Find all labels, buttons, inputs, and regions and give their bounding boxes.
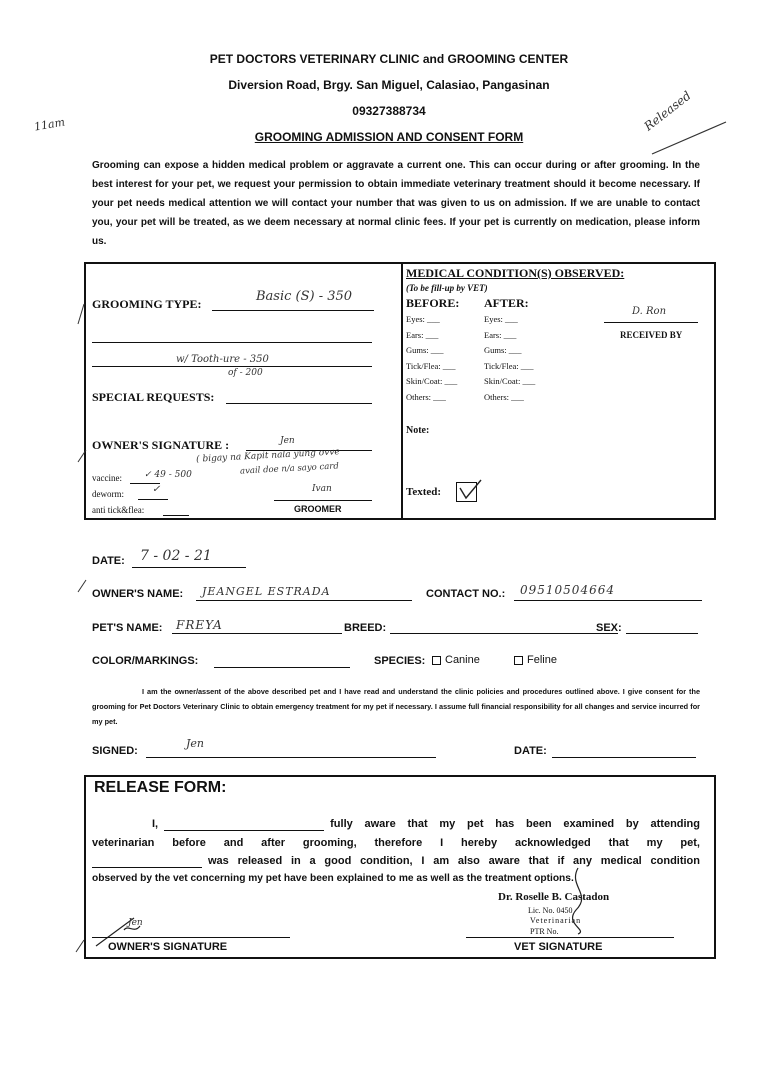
grooming-note-1: ( bigay na Kapit nala yung ovve — [195, 447, 340, 465]
pet-name-line — [172, 633, 342, 634]
date-label: DATE: — [92, 555, 125, 567]
clinic-name: PET DOCTORS VETERINARY CLINIC and GROOMING CENTER — [209, 52, 569, 66]
margin-marks — [74, 300, 104, 1000]
color-markings-label: COLOR/MARKINGS: — [92, 655, 199, 667]
before-skin-coat: Skin/Coat: ___ — [406, 376, 458, 387]
clinic-address: Diversion Road, Brgy. San Miguel, Calasiao, Pangasinan — [228, 78, 550, 92]
before-gums: Gums: ___ — [406, 345, 444, 356]
after-others: Others: ___ — [484, 391, 524, 402]
date-value[interactable]: 7 - 02 - 21 — [140, 548, 212, 564]
time-note: 11am — [33, 115, 66, 134]
species-label: SPECIES: — [374, 655, 426, 667]
date-line — [132, 567, 246, 568]
after-ears: Ears: ___ — [484, 329, 517, 340]
release-title: RELEASE FORM: — [94, 779, 227, 796]
vaccine-value: ✓ 49 - 500 — [144, 470, 192, 480]
owner-name-label: OWNER'S NAME: — [92, 588, 184, 600]
consent-date-label: DATE: — [514, 745, 547, 757]
intro-paragraph: Grooming can expose a hidden medical problem or aggravate a current one. This can occur during or after grooming. In the best interest for your pet, we request your permission to obtain immediate veterinary treatment should it become necessary. If your pet needs medical attention we will contact your number that was given to us on admission. If we are unable to contact you, your pet will be treated, as we deem necessary at normal clinic fees. If your pet is currently on medication, please inform us. — [92, 160, 700, 247]
canine-checkbox[interactable] — [432, 656, 441, 665]
vet-signature-scribble — [548, 866, 608, 936]
deworm-value: ✓ — [152, 484, 161, 495]
release-owner-sig-value: Jen — [128, 918, 143, 928]
release-vet-sig-line — [466, 937, 674, 938]
release-name-blank[interactable] — [164, 818, 324, 831]
grooming-type-line — [212, 310, 374, 311]
before-others: Others: ___ — [406, 391, 446, 402]
antitick-label: anti tick&flea: — [92, 505, 145, 515]
breed-line[interactable] — [390, 633, 618, 634]
before-eyes: Eyes: ___ — [406, 314, 440, 324]
received-by-line — [604, 322, 698, 323]
sex-label: SEX: — [596, 622, 622, 634]
release-line-4: observed by the vet concerning my pet have been explained to me as well as the treatment options. — [92, 873, 574, 884]
grooming-type-value[interactable]: Basic (S) - 350 — [256, 289, 353, 304]
groomer-label: GROOMER — [294, 504, 342, 514]
color-markings-line[interactable] — [214, 667, 350, 668]
texted-label: Texted: — [406, 486, 442, 498]
after-tick-flea: Tick/Flea: ___ — [484, 360, 534, 371]
breed-label: BREED: — [344, 622, 387, 634]
vet-stamp-license: Lic. No. 0450 — [528, 906, 573, 915]
contact-value[interactable]: 09510504664 — [520, 583, 615, 597]
contact-label: CONTACT NO.: — [426, 588, 506, 600]
before-tick-flea: Tick/Flea: ___ — [406, 360, 456, 371]
groomer-line — [274, 500, 372, 501]
check-icon — [457, 478, 483, 502]
received-by-value: D. Ron — [632, 306, 667, 317]
note-label: Note: — [406, 425, 430, 436]
medical-title: MEDICAL CONDITION(S) OBSERVED: — [406, 266, 625, 280]
release-line-3: was released in a good condition, I am also aware that if any medical condition — [92, 855, 700, 868]
grooming-extra-1: w/ Tooth-ure - 350 — [176, 354, 269, 365]
before-ears: Ears: ___ — [406, 329, 439, 340]
release-owner-sig-label: OWNER'S SIGNATURE — [108, 941, 228, 953]
grooming-extra-2: of - 200 — [228, 368, 263, 378]
release-line-1: I, fully aware that my pet has been examined by attending — [152, 818, 700, 830]
release-line-2: veterinarian before and after grooming, therefore I hereby acknowledged that my pet, — [92, 837, 700, 849]
released-mark — [650, 118, 730, 158]
medical-before-list — [406, 314, 457, 408]
grooming-note-2: avail doe n/a sayo card — [239, 461, 340, 477]
pet-name-label: PET'S NAME: — [92, 622, 163, 634]
vet-stamp-ptr: PTR No. — [530, 927, 559, 936]
owner-signature-value: Jen — [280, 436, 295, 446]
feline-checkbox[interactable] — [514, 656, 523, 665]
release-vet-sig-label: VET SIGNATURE — [514, 941, 603, 953]
special-requests-line[interactable] — [226, 403, 372, 404]
owner-signature-label: OWNER'S SIGNATURE : — [92, 438, 230, 452]
owner-name-line — [196, 600, 412, 601]
clinic-phone: 09327388734 — [352, 104, 426, 118]
signed-label: SIGNED: — [92, 745, 138, 757]
received-by-label: RECEIVED BY — [620, 330, 683, 340]
after-gums: Gums: ___ — [484, 345, 522, 356]
owner-name-value[interactable]: JEANGEL ESTRADA — [202, 585, 331, 598]
signed-line — [146, 757, 436, 758]
deworm-line — [138, 499, 168, 500]
consent-text: I am the owner/assent of the above described pet and I have read and understand the clinic policies and procedures outlined above. I give consent for the grooming for Pet Doctors Veterinary Clinic to obtain emergency treatment for my pet if necessary. I assume full financial responsibility for all changes and service incurred for my pet. — [92, 687, 700, 726]
grooming-type-label: GROOMING TYPE: — [92, 297, 202, 311]
consent-date-line[interactable] — [552, 757, 696, 758]
contact-line — [514, 600, 702, 601]
blank-line-1 — [92, 342, 372, 343]
deworm-label: deworm: — [92, 489, 124, 499]
box-divider — [401, 262, 403, 520]
release-owner-sig-line — [92, 937, 290, 938]
pet-name-value[interactable]: FREYA — [176, 618, 223, 632]
antitick-line — [163, 515, 189, 516]
medical-subtitle: (To be fill-up by VET) — [406, 283, 488, 293]
vet-stamp-name: Dr. Roselle B. Castadon — [498, 891, 610, 903]
blank-line-2 — [92, 366, 372, 367]
canine-option[interactable]: Canine — [432, 654, 480, 666]
after-eyes: Eyes: ___ — [484, 314, 518, 324]
after-label: AFTER: — [484, 296, 529, 310]
release-pet-blank[interactable] — [92, 855, 202, 868]
vet-stamp-title: Veterinarian — [530, 916, 582, 925]
vaccine-label: vaccine: — [92, 473, 122, 483]
released-note: Released — [641, 88, 694, 134]
form-title: GROOMING ADMISSION AND CONSENT FORM — [254, 130, 524, 144]
special-requests-label: SPECIAL REQUESTS: — [92, 390, 215, 404]
groomer-value: Ivan — [312, 484, 332, 494]
sex-line[interactable] — [626, 633, 698, 634]
after-skin-coat: Skin/Coat: ___ — [484, 376, 536, 387]
feline-option[interactable]: Feline — [514, 654, 557, 666]
medical-after-list — [484, 314, 535, 408]
before-label: BEFORE: — [406, 296, 460, 310]
signed-value: Jen — [186, 737, 205, 750]
